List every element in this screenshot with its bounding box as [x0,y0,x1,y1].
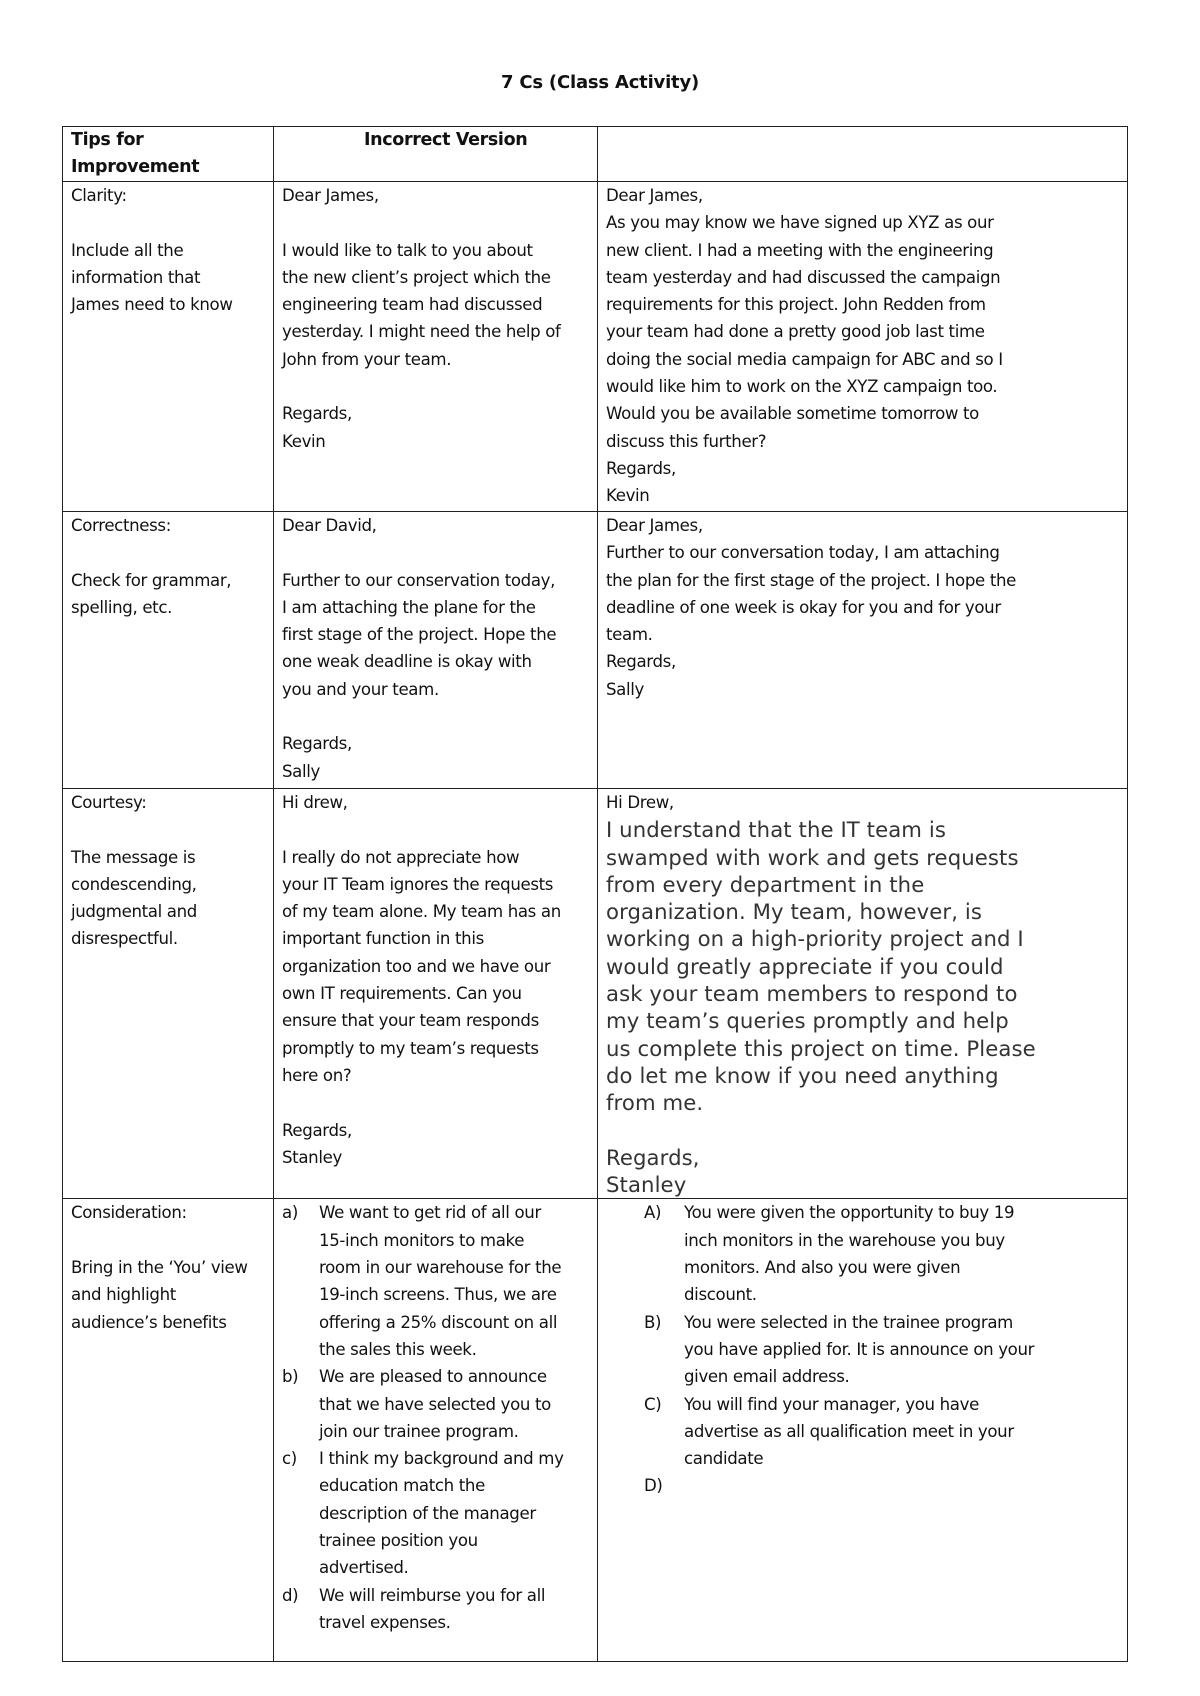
item-line: We are pleased to announce [319,1367,547,1387]
body-line: would like him to work on the XYZ campaign too. [606,377,998,397]
body-line: the plan for the first stage of the project. I hope the [606,570,1017,590]
tip-title: Consideration: [71,1203,187,1223]
incorrect-cell [274,182,598,512]
item-line [684,1472,1119,1499]
list-item [282,1445,589,1581]
list-item [644,1309,1119,1391]
body-line: from me. [606,1090,704,1116]
row-consideration [63,1199,1128,1662]
sender: Stanley [606,1172,687,1198]
body-line: your IT Team ignores the requests [282,874,554,894]
body-line: my team’s queries promptly and help [606,1008,1009,1034]
body-line: I really do not appreciate how [282,847,520,867]
list-item [644,1199,1119,1308]
tip-cell [63,512,274,789]
row-courtesy [63,789,1128,1199]
body-line: here on? [282,1065,352,1085]
body-line: I would like to talk to you about [282,240,533,260]
body-line: promptly to my team’s requests [282,1038,539,1058]
header-correct [598,127,1128,182]
tip-title: Courtesy: [71,793,147,812]
tip-line: Check for grammar, [71,570,232,590]
item-line: room in our warehouse for the [319,1258,562,1278]
item-line: that we have selected you to [319,1394,551,1414]
item-line: the sales this week. [319,1339,477,1359]
greeting: Dear James, [606,516,703,535]
page-title: 7 Cs (Class Activity) [500,72,700,93]
body-line: ensure that your team responds [282,1011,539,1031]
list-marker: A) [644,1203,662,1223]
body-line: yesterday. I might need the help of [282,322,561,342]
courtesy-correct-body [606,816,1119,1198]
regards: Regards, [282,734,352,754]
greeting: Dear James, [282,186,379,205]
sender: Stanley [282,1147,342,1167]
body-line: As you may know we have signed up XYZ as our [606,213,994,233]
activity-table [62,126,1128,1662]
body-line: I understand that the IT team is [606,817,946,843]
regards: Regards, [282,1120,352,1140]
tip-title: Correctness: [71,516,171,535]
correct-cell [598,512,1128,789]
item-line: monitors. And also you were given [684,1258,961,1278]
list-item [282,1199,589,1363]
body-line: Further to our conversation today, I am attaching [606,543,1000,563]
body-line: new client. I had a meeting with the engineering [606,240,994,260]
sender: Sally [282,761,320,781]
list-item [644,1391,1119,1473]
item-line: You will find your manager, you have [684,1394,979,1414]
tip-line: Include all the [71,240,184,260]
greeting: Hi Drew, [606,793,674,812]
body-line: working on a high-priority project and I [606,926,1024,952]
body-line: organization too and we have our [282,956,551,976]
item-line: travel expenses. [319,1612,451,1632]
tip-line: audience’s benefits [71,1312,227,1332]
body-line: one weak deadline is okay with [282,652,532,672]
sender: Kevin [282,431,326,451]
regards: Regards, [606,1144,700,1170]
body-line: your team had done a pretty good job last time [606,322,985,342]
item-line: description of the manager [319,1503,536,1523]
body-line: do let me know if you need anything [606,1062,999,1088]
list-marker: d) [282,1585,299,1605]
incorrect-cell [274,1199,598,1662]
item-line: candidate [684,1449,764,1469]
tip-line: spelling, etc. [71,597,173,617]
body-line: swamped with work and gets requests [606,844,1019,870]
item-line: advertise as all qualification meet in your [684,1421,1014,1441]
body-line: engineering team had discussed [282,295,543,315]
list-marker: D) [644,1476,663,1496]
item-line: We want to get rid of all our [319,1203,541,1223]
body-line: from every department in the [606,871,925,897]
body-line: deadline of one week is okay for you and for your [606,597,1001,617]
list-marker: c) [282,1449,297,1469]
tip-line: condescending, [71,874,197,894]
body-line: John from your team. [282,349,452,369]
incorrect-cell [274,512,598,789]
body-line: discuss this further? [606,431,767,451]
tip-line: Bring in the ‘You’ view [71,1258,248,1278]
tip-line: The message is [71,847,196,867]
body-line: us complete this project on time. Please [606,1035,1036,1061]
item-line: I think my background and my [319,1449,564,1469]
tip-line: disrespectful. [71,929,178,949]
item-line: education match the [319,1476,485,1496]
body-line: the new client’s project which the [282,267,551,287]
body-line: important function in this [282,929,484,949]
greeting: Dear James, [606,186,703,205]
list-item [644,1472,1119,1499]
body-line: requirements for this project. John Redden from [606,295,986,315]
tip-cell [63,789,274,1199]
list-marker: a) [282,1203,298,1223]
item-line: given email address. [684,1367,850,1387]
item-line: You were selected in the trainee program [684,1312,1013,1332]
item-line: You were given the opportunity to buy 19 [684,1203,1015,1223]
body-line: team yesterday and had discussed the campaign [606,267,1001,287]
incorrect-list [282,1199,589,1636]
regards: Regards, [606,458,676,478]
body-line: would greatly appreciate if you could [606,953,1004,979]
regards: Regards, [282,404,352,424]
body-line: Further to our conservation today, [282,570,556,590]
list-marker: C) [644,1394,662,1414]
item-line: 15-inch monitors to make [319,1230,525,1250]
tip-line: James need to know [71,295,233,315]
tip-cell [63,1199,274,1662]
row-clarity [63,182,1128,512]
header-tips: Tips for Improvement [63,127,274,182]
tip-cell [63,182,274,512]
greeting: Hi drew, [282,793,348,812]
body-line: of my team alone. My team has an [282,902,561,922]
incorrect-cell [274,789,598,1199]
tip-title: Clarity: [71,186,127,205]
tip-line: information that [71,267,201,287]
item-line: trainee position you [319,1531,478,1551]
correct-list [606,1199,1119,1499]
item-line: inch monitors in the warehouse you buy [684,1230,1005,1250]
greeting: Dear David, [282,516,377,535]
body-line: team. [606,625,653,645]
item-line: you have applied for. It is announce on your [684,1339,1035,1359]
item-line: discount. [684,1285,757,1305]
item-line: offering a 25% discount on all [319,1312,558,1332]
correct-cell [598,182,1128,512]
list-marker: b) [282,1367,299,1387]
sender: Sally [606,679,644,699]
body-line: you and your team. [282,679,439,699]
sender: Kevin [606,486,650,506]
body-line: I am attaching the plane for the [282,597,536,617]
body-line: first stage of the project. Hope the [282,625,557,645]
item-line: We will reimburse you for all [319,1585,546,1605]
tip-line: judgmental and [71,902,197,922]
item-line: advertised. [319,1558,409,1578]
body-line: own IT requirements. Can you [282,984,522,1004]
item-line: join our trainee program. [319,1421,519,1441]
body-line: organization. My team, however, is [606,899,983,925]
correct-cell [598,789,1128,1199]
row-correctness [63,512,1128,789]
list-marker: B) [644,1312,662,1332]
tip-line: and highlight [71,1285,176,1305]
body-line: Would you be available sometime tomorrow to [606,404,979,424]
regards: Regards, [606,652,676,672]
list-item [282,1582,589,1637]
correct-cell [598,1199,1128,1662]
body-line: doing the social media campaign for ABC and so I [606,349,1003,369]
header-incorrect: Incorrect Version [274,127,598,182]
list-item [282,1363,589,1445]
item-line: 19-inch screens. Thus, we are [319,1285,557,1305]
header-row [63,127,1128,182]
body-line: ask your team members to respond to [606,981,1018,1007]
